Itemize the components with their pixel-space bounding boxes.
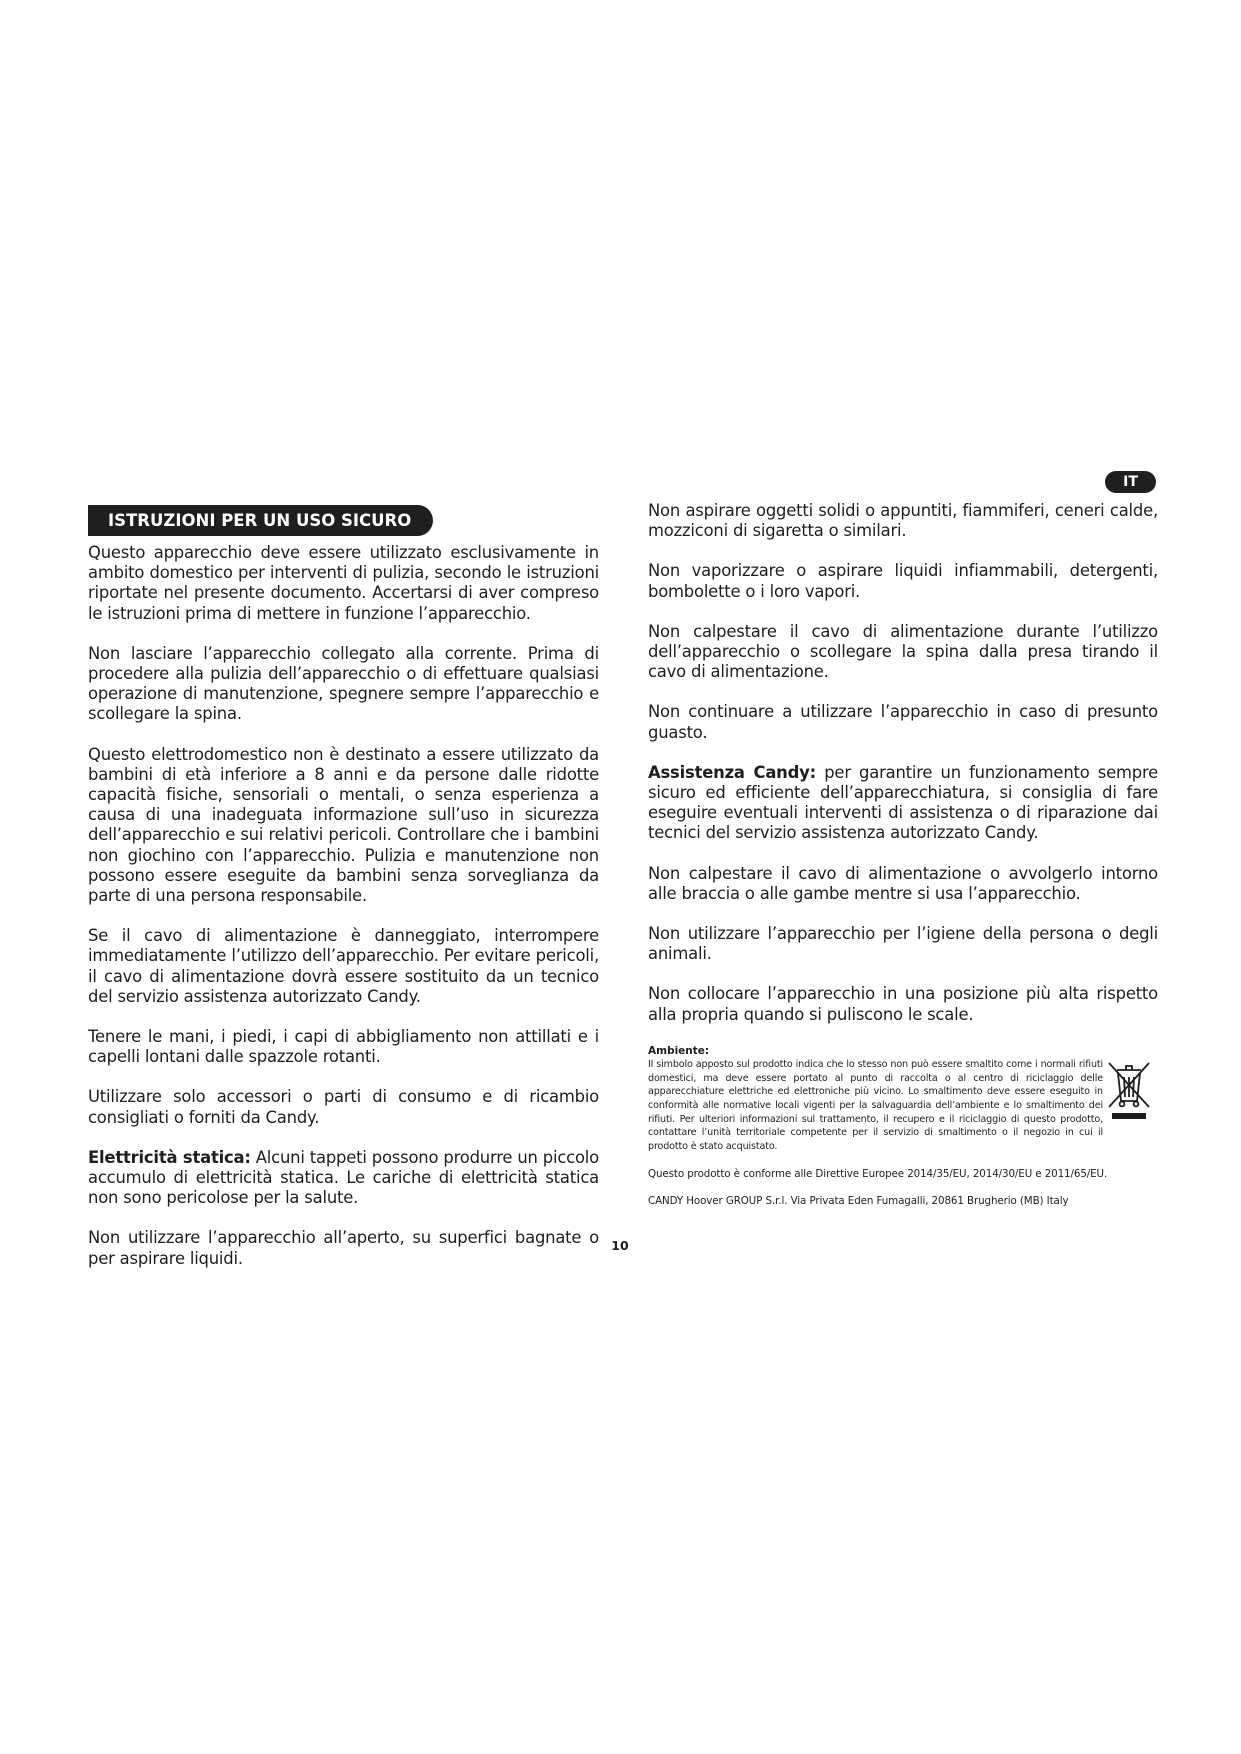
right-column (648, 501, 1158, 1208)
paragraph-unplug: Non lasciare l’apparecchio collegato alla corrente. Prima di procedere alla pulizia dell’apparecchio o di effettuare qualsiasi operazione di manutenzione, spegnere sempre l’apparecchio e scollegare la spina. (88, 643, 599, 724)
paragraph-flammable-liquids: Non vaporizzare o aspirare liquidi infiammabili, detergenti, bombolette o i loro vapori. (648, 561, 1158, 601)
paragraph-fault: Non continuare a utilizzare l’apparecchio in caso di presunto guasto. (648, 702, 1158, 742)
assistance-text: per garantire un funzionamento sempre sicuro ed efficiente dell’apparecchiatura, si consiglia di fare eseguire eventuali interventi di assistenza o di riparazione dai tecnici del servizio assistenza autorizzato Candy. (648, 762, 1159, 843)
paragraph-solid-objects: Non aspirare oggetti solidi o appuntiti, fiammiferi, ceneri calde, mozziconi di sigaretta o similari. (648, 501, 1158, 541)
static-electricity-label: Elettricità statica: (88, 1147, 251, 1167)
paragraph-accessories: Utilizzare solo accessori o parti di consumo e di ricambio consigliati o forniti da Candy. (88, 1087, 599, 1127)
paragraph-assistance (648, 763, 1158, 844)
weee-crossed-bin-icon (1106, 1057, 1152, 1121)
paragraph-damaged-cable: Se il cavo di alimentazione è danneggiato, interrompere immediatamente l’utilizzo dell’apparecchio. Per evitare pericoli, il cavo di alimentazione dovrà essere sostituito da un tecnico del servizio assistenza autorizzato Candy. (88, 926, 599, 1006)
paragraph-stairs: Non collocare l’apparecchio in una posizione più alta rispetto alla propria quando si puliscono le scale. (648, 984, 1158, 1024)
paragraph-static-electricity (88, 1148, 599, 1209)
paragraph-children: Questo elettrodomestico non è destinato a essere utilizzato da bambini di età inferiore a 8 anni e da persone dalle ridotte capacità fisiche, sensoriali o mentali, o senza esperienza a causa di una inadeguata informazione sull’uso in sicurezza dell’apparecchio e sui relativi pericoli. Controllare che i bambini non giochino con l’apparecchio. Pulizia e manutenzione non possono essere eseguite da bambini senza sorveglianza da parte di una persona responsabile. (88, 744, 599, 906)
paragraph-cable-step: Non calpestare il cavo di alimentazione durante l’utilizzo dell’apparecchio o scollegare la spina dalla presa tirando il cavo di alimentazione. (648, 621, 1158, 682)
paragraph-rotating-brushes: Tenere le mani, i piedi, i capi di abbigliamento non attillati e i capelli lontani dalle spazzole rotanti. (88, 1027, 599, 1067)
section-header: ISTRUZIONI PER UN USO SICURO (88, 505, 433, 536)
environment-section (648, 1045, 1140, 1154)
environment-title: Ambiente: (648, 1044, 710, 1057)
language-badge: IT (1105, 471, 1156, 493)
paragraph-cable-wrap: Non calpestare il cavo di alimentazione o avvolgerlo intorno alle braccia o alle gambe mentre si usa l’apparecchio. (648, 863, 1158, 903)
page-number: 10 (611, 1238, 629, 1253)
directive-compliance: Questo prodotto è conforme alle Direttive Europee 2014/35/EU, 2014/30/EU e 2011/65/EU. (648, 1167, 1108, 1180)
assistance-label: Assistenza Candy: (648, 762, 817, 782)
environment-text: Il simbolo apposto sul prodotto indica che lo stesso non può essere smaltito come i normali rifiuti domestici, ma deve essere portato al punto di raccolta o al centro di riciclaggio delle apparecchiature elettriche ed elettroniche più vicino. Lo smaltimento deve essere eseguito in conformità alle normative locali vigenti per la salvaguardia dell’ambiente e lo smaltimento dei rifiuti. Per ulteriori informazioni sul trattamento, il recupero e il riciclaggio di questo prodotto, contattare l’unità territoriale competente per il servizio di smaltimento o il negozio in cui il prodotto è stato acquistato. (648, 1058, 1103, 1153)
left-column (88, 505, 599, 1289)
paragraph-outdoor: Non utilizzare l’apparecchio all’aperto, su superfici bagnate o per aspirare liquidi. (88, 1228, 599, 1268)
static-electricity-text: Alcuni tappeti possono produrre un piccolo accumulo di elettricità statica. Le cariche di elettricità statica non sono pericolose per la salute. (88, 1147, 599, 1208)
company-address: CANDY Hoover GROUP S.r.l. Via Privata Eden Fumagalli, 20861 Brugherio (MB) Italy (648, 1194, 1069, 1207)
paragraph-hygiene: Non utilizzare l’apparecchio per l’igiene della persona o degli animali. (648, 924, 1158, 964)
paragraph-intended-use: Questo apparecchio deve essere utilizzato esclusivamente in ambito domestico per interventi di pulizia, secondo le istruzioni riportate nel presente documento. Accertarsi di aver compreso le istruzioni prima di mettere in funzione l’apparecchio. (88, 543, 599, 623)
